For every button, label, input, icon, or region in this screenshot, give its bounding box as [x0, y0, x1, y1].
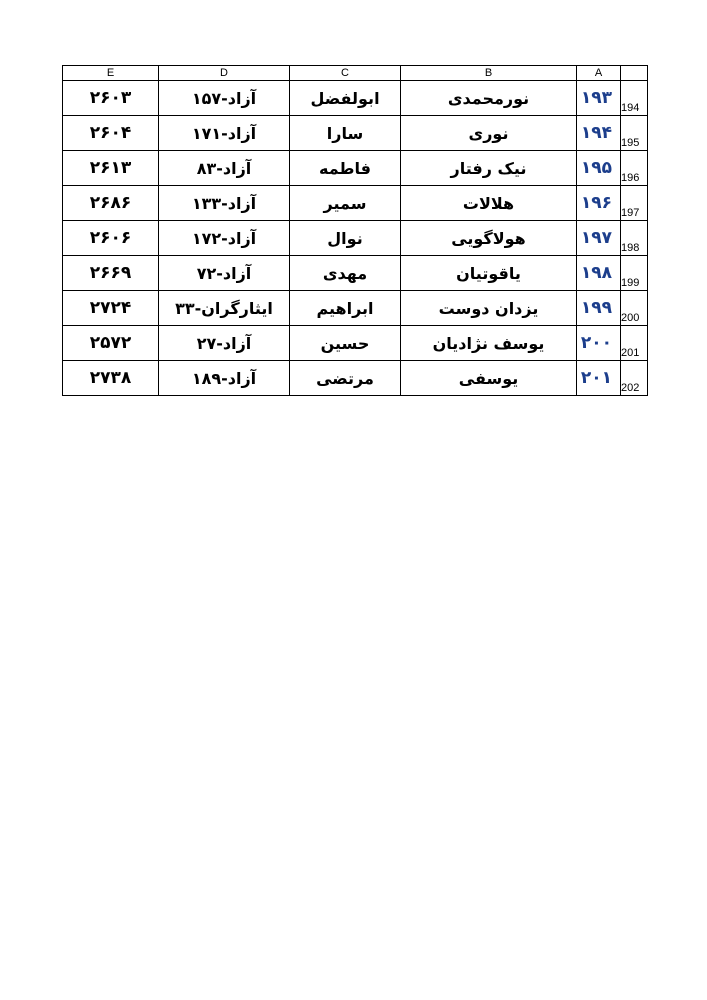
column-header-e[interactable]: E: [63, 66, 159, 81]
table-row: [63, 256, 648, 291]
column-header-rownum: [621, 66, 648, 81]
cell-b[interactable]: نورمحمدی: [401, 81, 577, 116]
table-row: [63, 151, 648, 186]
cell-e[interactable]: ۲۶۶۹: [63, 256, 159, 291]
column-header-b[interactable]: B: [401, 66, 577, 81]
cell-a[interactable]: ۱۹۶: [577, 186, 621, 221]
cell-a[interactable]: ۱۹۴: [577, 116, 621, 151]
cell-c[interactable]: فاطمه: [290, 151, 401, 186]
cell-a[interactable]: ۲۰۱: [577, 361, 621, 396]
row-number: 199: [621, 256, 648, 291]
row-number: 201: [621, 326, 648, 361]
row-number: 194: [621, 81, 648, 116]
cell-c[interactable]: مرتضی: [290, 361, 401, 396]
cell-b[interactable]: نیک رفتار: [401, 151, 577, 186]
cell-c[interactable]: حسین: [290, 326, 401, 361]
cell-e[interactable]: ۲۷۲۴: [63, 291, 159, 326]
cell-a[interactable]: ۱۹۹: [577, 291, 621, 326]
cell-b[interactable]: هولاگویی: [401, 221, 577, 256]
cell-b[interactable]: یوسفی: [401, 361, 577, 396]
cell-a[interactable]: ۱۹۳: [577, 81, 621, 116]
cell-d[interactable]: آزاد-۱۵۷: [159, 81, 290, 116]
cell-c[interactable]: ابراهیم: [290, 291, 401, 326]
cell-a[interactable]: ۱۹۸: [577, 256, 621, 291]
cell-d[interactable]: آزاد-۱۷۱: [159, 116, 290, 151]
row-number: 198: [621, 221, 648, 256]
cell-c[interactable]: سمیر: [290, 186, 401, 221]
cell-c[interactable]: نوال: [290, 221, 401, 256]
cell-e[interactable]: ۲۶۸۶: [63, 186, 159, 221]
spreadsheet-table: [62, 65, 648, 396]
cell-c[interactable]: سارا: [290, 116, 401, 151]
table-row: [63, 186, 648, 221]
cell-b[interactable]: یاقوتیان: [401, 256, 577, 291]
cell-d[interactable]: آزاد-۱۷۲: [159, 221, 290, 256]
cell-b[interactable]: هلالات: [401, 186, 577, 221]
column-header-d[interactable]: D: [159, 66, 290, 81]
cell-e[interactable]: ۲۶۰۴: [63, 116, 159, 151]
cell-b[interactable]: یزدان دوست: [401, 291, 577, 326]
cell-a[interactable]: ۱۹۵: [577, 151, 621, 186]
table-row: [63, 221, 648, 256]
cell-e[interactable]: ۲۶۰۳: [63, 81, 159, 116]
cell-e[interactable]: ۲۷۳۸: [63, 361, 159, 396]
cell-d[interactable]: آزاد-۷۲: [159, 256, 290, 291]
cell-e[interactable]: ۲۶۰۶: [63, 221, 159, 256]
cell-a[interactable]: ۱۹۷: [577, 221, 621, 256]
cell-d[interactable]: آزاد-۸۳: [159, 151, 290, 186]
cell-e[interactable]: ۲۶۱۳: [63, 151, 159, 186]
row-number: 197: [621, 186, 648, 221]
table-row: [63, 291, 648, 326]
cell-b[interactable]: یوسف نژادیان: [401, 326, 577, 361]
cell-d[interactable]: ایثارگران-۳۳: [159, 291, 290, 326]
cell-b[interactable]: نوری: [401, 116, 577, 151]
cell-a[interactable]: ۲۰۰: [577, 326, 621, 361]
row-number: 200: [621, 291, 648, 326]
table-row: [63, 81, 648, 116]
table-row: [63, 326, 648, 361]
cell-d[interactable]: آزاد-۱۸۹: [159, 361, 290, 396]
column-header-a[interactable]: A: [577, 66, 621, 81]
row-number: 196: [621, 151, 648, 186]
cell-d[interactable]: آزاد-۲۷: [159, 326, 290, 361]
cell-d[interactable]: آزاد-۱۳۳: [159, 186, 290, 221]
column-header-c[interactable]: C: [290, 66, 401, 81]
cell-c[interactable]: ابولفضل: [290, 81, 401, 116]
cell-e[interactable]: ۲۵۷۲: [63, 326, 159, 361]
table-row: [63, 116, 648, 151]
column-header-row: [63, 66, 648, 81]
row-number: 195: [621, 116, 648, 151]
cell-c[interactable]: مهدی: [290, 256, 401, 291]
table-row: [63, 361, 648, 396]
row-number: 202: [621, 361, 648, 396]
